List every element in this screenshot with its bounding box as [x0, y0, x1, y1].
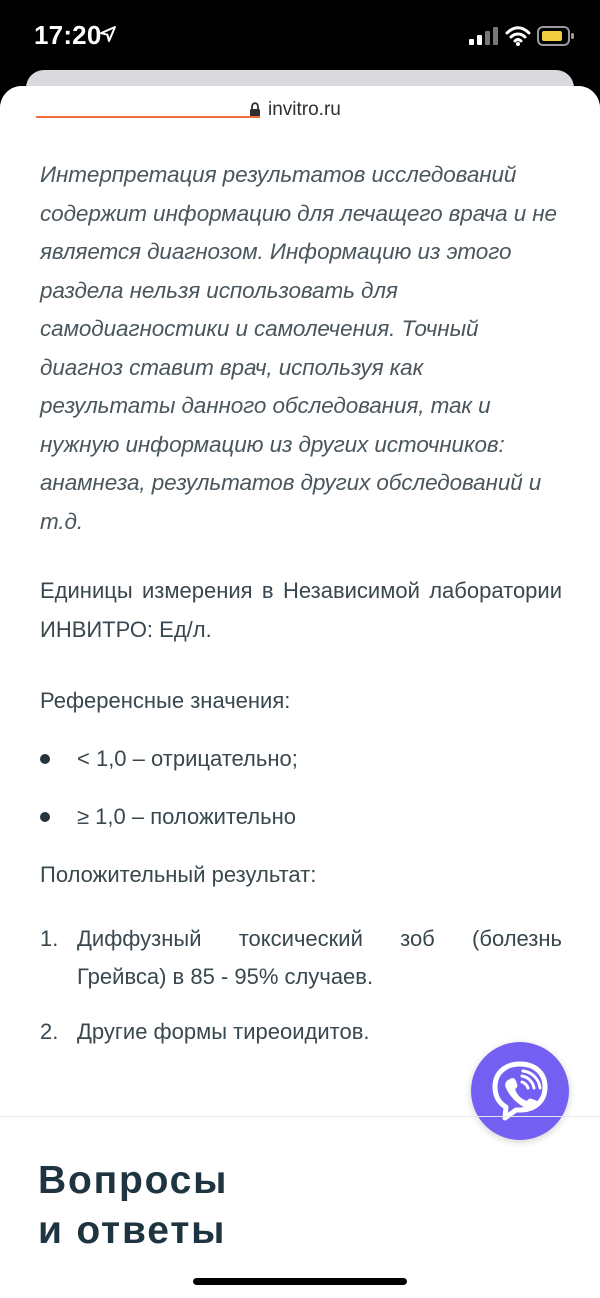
- home-indicator[interactable]: [193, 1278, 407, 1285]
- list-number: 1.: [40, 926, 59, 951]
- compact-address-bar[interactable]: [0, 86, 600, 120]
- url-text[interactable]: invitro.ru: [268, 99, 341, 120]
- browser-page: [0, 86, 600, 1298]
- bullet-icon: [40, 812, 50, 822]
- faq-heading-line: и ответы: [38, 1209, 227, 1252]
- positive-result-text: Диффузный токсический зоб (болезнь Грейвса) в 85 - 95% случаев.: [77, 926, 562, 989]
- reference-value-text: ≥ 1,0 – положительно: [77, 804, 296, 829]
- positive-result-text: Другие формы тиреоидитов.: [77, 1019, 370, 1044]
- ios-status-bar: [0, 0, 600, 76]
- measurement-units: Единицы измерения в Независимой лаборатории ИНВИТРО: Ед/л.: [40, 578, 562, 642]
- location-arrow-icon: [99, 25, 117, 43]
- viber-chat-button[interactable]: [471, 1042, 569, 1140]
- reference-value-text: < 1,0 – отрицательно;: [77, 746, 298, 771]
- page-load-progress: [36, 116, 260, 118]
- reference-values-title: Референсные значения:: [40, 688, 291, 713]
- signal-icon: [468, 26, 498, 46]
- section-divider: [0, 1116, 600, 1117]
- positive-result-title: Положительный результат:: [40, 862, 317, 887]
- faq-heading: [38, 1156, 228, 1256]
- faq-heading-line: Вопросы: [38, 1159, 229, 1202]
- positive-result-list: [40, 920, 562, 1051]
- battery-icon: [537, 24, 575, 48]
- reference-values-list: [40, 740, 562, 836]
- bullet-icon: [40, 754, 50, 764]
- positive-result-item-thyroiditis: [40, 1013, 562, 1051]
- viber-icon: [488, 1059, 552, 1123]
- positive-result-item-graves: [40, 920, 562, 996]
- list-number: 2.: [40, 1019, 59, 1044]
- test-result-article: [40, 156, 562, 1068]
- interpretation-disclaimer: Интерпретация результатов исследований содержит информацию для лечащего врача и не является диагнозом. Информацию из этого раздела нельзя использовать для самодиагностики и самолечения. Точный диагноз ставит врач, используя как результаты данного обследования, так и нужную информацию из других источников: анамнеза, результатов других обследований и т.д.: [40, 162, 557, 534]
- reference-value-positive: [40, 798, 562, 836]
- status-time: 17:20: [34, 20, 102, 50]
- reference-value-negative: [40, 740, 562, 778]
- wifi-icon: [505, 25, 531, 47]
